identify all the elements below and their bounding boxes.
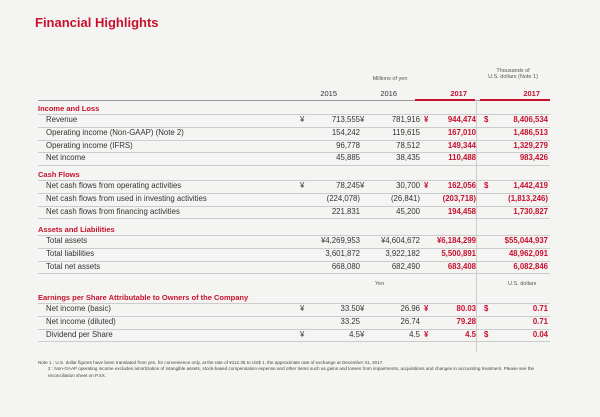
currency-symbol: ¥ <box>424 115 429 124</box>
value-2015: 668,080 <box>331 261 360 271</box>
section-heading: Cash Flows <box>38 170 80 179</box>
value-2016: 26.96 <box>400 304 420 313</box>
row-label: Total assets <box>46 236 88 245</box>
value-2015: (224,078) <box>326 193 360 203</box>
currency-symbol: ¥ <box>424 329 429 339</box>
year-2015: 2015 <box>320 89 337 98</box>
value-2017-usd: $55,044,937 <box>504 236 548 245</box>
value-2016: 45,200 <box>396 206 420 216</box>
value-2017-usd: 0.71 <box>532 316 548 326</box>
value-2015: 154,242 <box>331 127 360 137</box>
section-heading: Income and Loss <box>38 104 100 113</box>
value-2017-usd: 1,329,279 <box>513 140 548 150</box>
currency-symbol: ¥ <box>360 304 365 313</box>
value-2017-usd: 8,406,534 <box>513 115 548 124</box>
section-heading: Earnings per Share Attributable to Owners of the Company <box>38 293 249 302</box>
value-2017: (203,718) <box>442 193 476 203</box>
value-2015: 221,831 <box>331 206 360 216</box>
value-2017-usd: 983,426 <box>519 153 548 163</box>
value-2016: 38,435 <box>396 153 420 163</box>
row-label: Revenue <box>46 115 78 124</box>
value-2017: 4.5 <box>465 329 476 339</box>
value-2017-usd: 1,730,827 <box>513 206 548 216</box>
value-2017: 79.28 <box>456 316 476 326</box>
value-2016: 119,615 <box>392 127 420 137</box>
unit-yen-label: Yen <box>375 281 385 287</box>
row-label: Net cash flows from used in investing activities <box>46 193 207 203</box>
value-2017-usd: 6,082,846 <box>513 261 548 271</box>
value-2016: 26.74 <box>400 316 420 326</box>
section-heading: Assets and Liabilities <box>38 225 115 234</box>
value-2016: 781,916 <box>391 115 420 124</box>
currency-symbol: ¥ <box>360 181 365 190</box>
header-unit-yen: Millions of yen <box>372 76 408 82</box>
currency-symbol: ¥ <box>300 329 305 339</box>
value-2017-usd: 0.04 <box>532 329 548 339</box>
currency-symbol: ¥ <box>300 304 305 313</box>
header-unit-usd <box>478 68 548 80</box>
row-rule <box>38 218 550 219</box>
value-2016: 3,922,182 <box>385 248 420 258</box>
row-label: Operating income (IFRS) <box>46 140 133 150</box>
year-2017-usd: 2017 <box>523 89 540 98</box>
red-rule-1 <box>415 99 475 101</box>
value-2017: 167,010 <box>447 127 476 137</box>
currency-symbol: ¥ <box>300 181 305 190</box>
value-2017: 110,488 <box>448 153 476 163</box>
currency-symbol: ¥ <box>300 115 305 124</box>
value-2015: 96,778 <box>336 140 360 150</box>
header-unit-usd-line1: Thousands of <box>496 68 530 74</box>
currency-symbol: $ <box>484 115 489 124</box>
row-rule <box>38 273 550 274</box>
value-2016: 4.5 <box>409 329 420 339</box>
value-2015: 45,885 <box>336 153 360 163</box>
currency-symbol: $ <box>484 304 489 313</box>
page-title: Financial Highlights <box>35 15 159 30</box>
note-1: Note 1 : U.S. dollar figures have been translated from yen, for convenience only, at the rate of ¥112.35 to US$ 1, the approximate rate of exchange at December 31, 2017. <box>38 360 384 365</box>
value-2017: 194,458 <box>447 206 476 216</box>
currency-symbol: $ <box>484 329 489 339</box>
value-2017-usd: (1,813,246) <box>508 193 548 203</box>
row-label: Net income (basic) <box>46 304 111 313</box>
value-2015: 78,245 <box>336 181 360 190</box>
value-2017: 149,344 <box>447 140 476 150</box>
row-label: Net income <box>46 153 86 163</box>
value-2015: 3,601,872 <box>325 248 360 258</box>
value-2016: 682,490 <box>391 261 420 271</box>
value-2016: ¥4,604,672 <box>380 236 420 245</box>
row-label: Net cash flows from operating activities <box>46 181 182 190</box>
value-2016: 78,512 <box>396 140 420 150</box>
value-2015: 33.50 <box>340 304 360 313</box>
row-label: Total liabilities <box>46 248 95 258</box>
currency-symbol: ¥ <box>424 304 429 313</box>
value-2017: 80.03 <box>456 304 476 313</box>
value-2015: ¥4,269,953 <box>320 236 360 245</box>
red-rule-2 <box>480 99 550 101</box>
row-rule <box>38 341 550 342</box>
value-2015: 4.5 <box>349 329 360 339</box>
value-2017-usd: 0.71 <box>532 304 548 313</box>
note-2: 2 : Non-GAAP operating income excludes amortization of intangible assets, stock-based compensation expense and other items such as gains and losses from impairments, acquisitions and changes in accounting treatment. Please see the reconciliation sheet on P.XX. <box>48 366 535 378</box>
currency-symbol: ¥ <box>360 115 365 124</box>
value-2016: (26,841) <box>390 193 420 203</box>
year-2016: 2016 <box>380 89 397 98</box>
row-label: Total net assets <box>46 261 101 271</box>
value-2017: 944,474 <box>447 115 476 124</box>
value-2015: 33.25 <box>340 316 360 326</box>
value-2017-usd: 48,962,091 <box>508 248 548 258</box>
value-2017: ¥6,184,299 <box>436 236 476 245</box>
unit-usd-label: U.S. dollars <box>508 281 537 287</box>
year-2017-yen: 2017 <box>450 89 467 98</box>
value-2016: 30,700 <box>396 181 420 190</box>
row-label: Operating income (Non-GAAP) (Note 2) <box>46 127 184 137</box>
value-2017: 5,500,891 <box>441 248 476 258</box>
row-label: Net income (diluted) <box>46 316 116 326</box>
row-label: Dividend per Share <box>46 329 113 339</box>
value-2017-usd: 1,442,419 <box>513 181 548 190</box>
value-2017-usd: 1,486,513 <box>513 127 548 137</box>
row-rule <box>38 165 550 166</box>
footnotes <box>38 360 558 379</box>
currency-symbol: ¥ <box>424 181 429 190</box>
value-2017: 162,056 <box>447 181 476 190</box>
currency-symbol: ¥ <box>360 329 365 339</box>
row-label: Net cash flows from financing activities <box>46 206 180 216</box>
value-2015: 713,555 <box>331 115 360 124</box>
header-unit-usd-line2: U.S. dollars (Note 1) <box>488 74 538 80</box>
value-2017: 683,408 <box>447 261 476 271</box>
currency-symbol: $ <box>484 181 489 190</box>
